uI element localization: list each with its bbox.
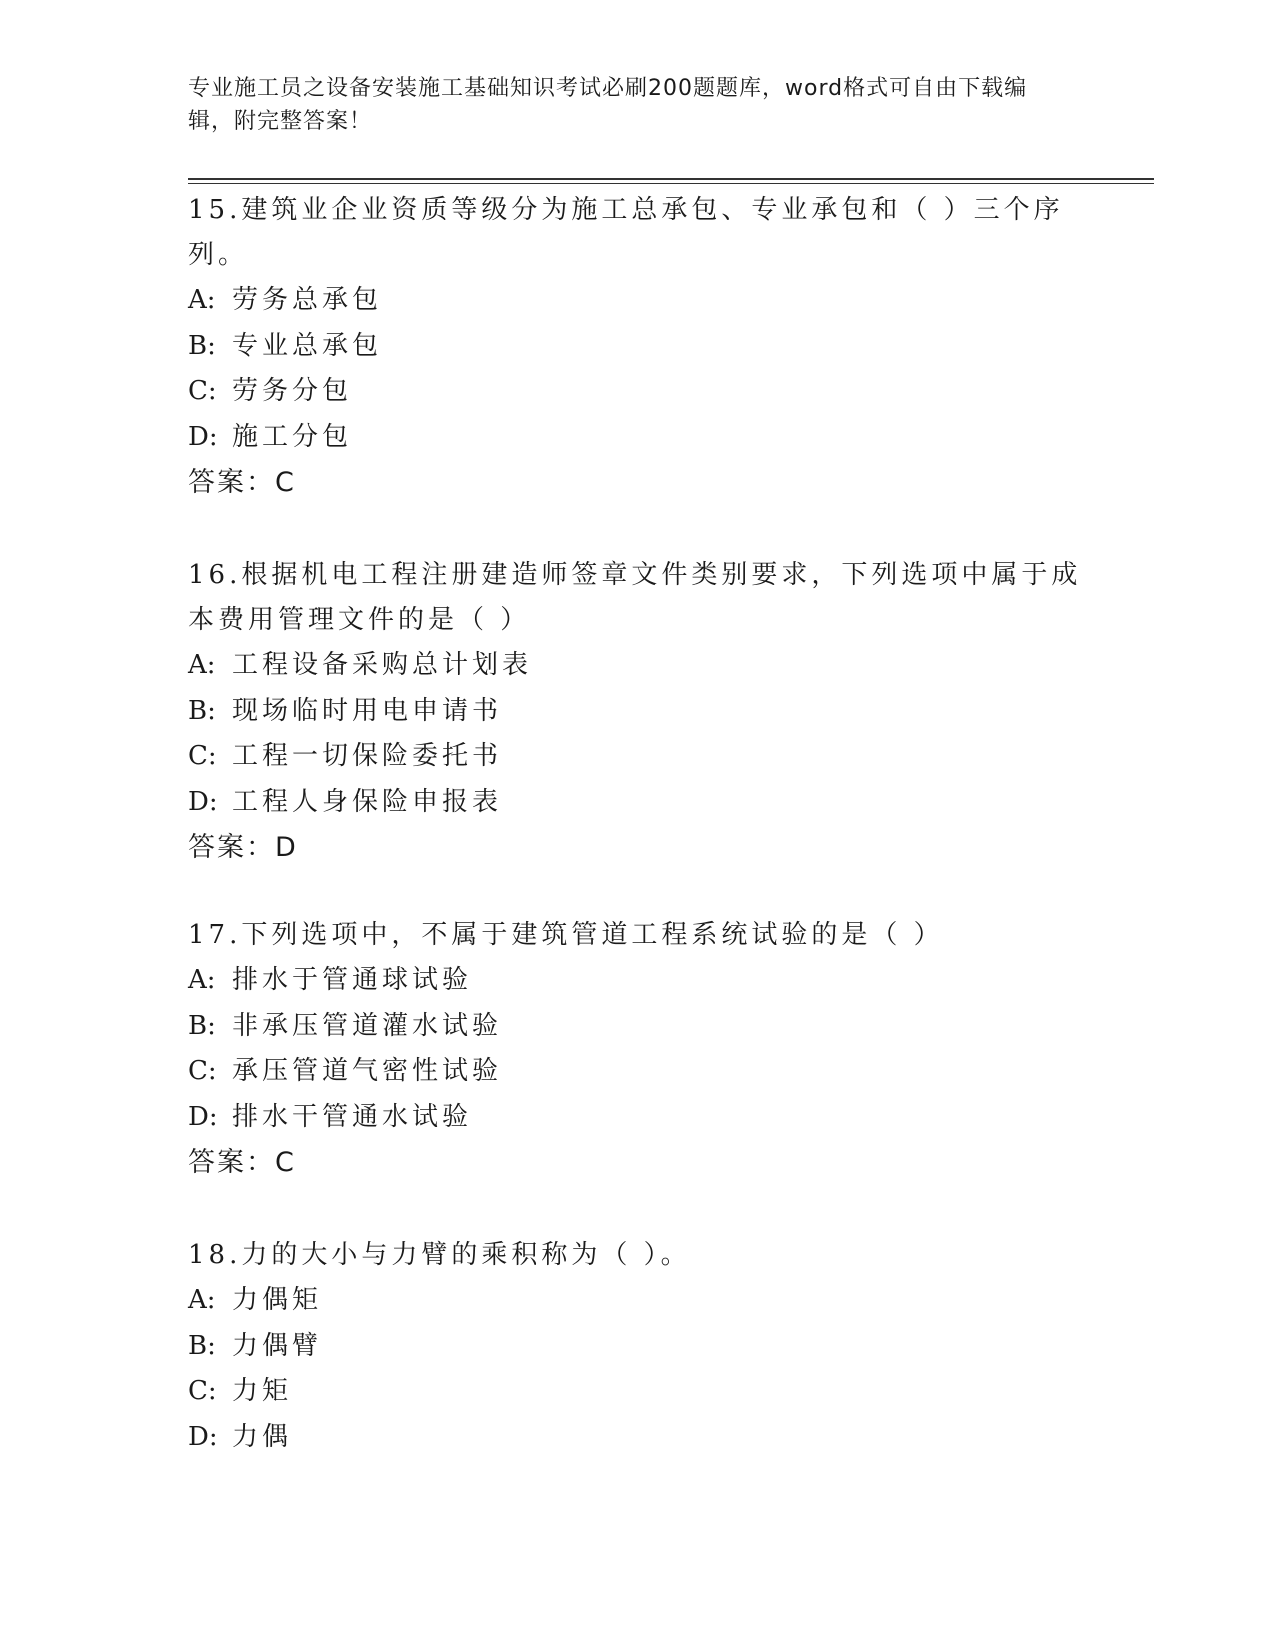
option-text: 工程人身保险申报表 xyxy=(232,786,503,817)
option-text: 承压管道气密性试验 xyxy=(232,1056,503,1086)
option-letter: B: xyxy=(188,1010,216,1041)
option-text: 工程设备采购总计划表 xyxy=(232,650,533,680)
option-d xyxy=(188,780,1088,826)
question-stem: 15.建筑业企业资质等级分为施工总承包、专业承包和（ ）三个序列。 xyxy=(188,195,1064,270)
option-letter: D: xyxy=(188,421,218,452)
option-letter: B: xyxy=(188,1330,216,1361)
header-divider xyxy=(188,178,1154,180)
option-d xyxy=(188,1095,1088,1141)
option-text: 力偶臂 xyxy=(232,1330,323,1361)
option-letter: D: xyxy=(188,1101,218,1132)
option-c xyxy=(188,734,1088,780)
question-15 xyxy=(188,188,1088,506)
question-18 xyxy=(188,1233,1088,1460)
option-a xyxy=(188,958,1088,1004)
answer: 答案：C xyxy=(188,467,296,498)
option-b xyxy=(188,1324,1088,1370)
option-text: 现场临时用电申请书 xyxy=(232,695,503,726)
option-text: 力偶 xyxy=(232,1421,293,1452)
document-header: 专业施工员之设备安装施工基础知识考试必刷200题题库，word格式可自由下载编辑，附完整答案！ xyxy=(188,76,1028,134)
option-text: 力矩 xyxy=(232,1376,293,1406)
option-text: 排水干管通水试验 xyxy=(232,1101,473,1132)
option-a xyxy=(188,278,1088,324)
option-text: 专业总承包 xyxy=(232,330,383,361)
option-a xyxy=(188,1278,1088,1324)
header-divider-thin xyxy=(188,183,1154,184)
option-text: 非承压管道灌水试验 xyxy=(232,1010,503,1041)
option-b xyxy=(188,689,1088,735)
option-letter: D: xyxy=(188,1421,218,1452)
question-stem: 18.力的大小与力臂的乘积称为（ ）。 xyxy=(188,1240,691,1270)
option-letter: C: xyxy=(188,1056,217,1086)
option-letter: A: xyxy=(188,650,216,680)
question-stem: 17.下列选项中，不属于建筑管道工程系统试验的是（ ） xyxy=(188,920,944,950)
option-letter: A: xyxy=(188,285,216,315)
question-stem: 16.根据机电工程注册建造师签章文件类别要求，下列选项中属于成本费用管理文件的是（ ） xyxy=(188,560,1082,635)
option-letter: A: xyxy=(188,965,216,995)
option-text: 力偶矩 xyxy=(232,1285,323,1315)
option-c xyxy=(188,1049,1088,1095)
option-a xyxy=(188,643,1088,689)
option-letter: A: xyxy=(188,1285,216,1315)
answer: 答案：D xyxy=(188,832,298,863)
question-16 xyxy=(188,553,1088,871)
question-17 xyxy=(188,913,1088,1186)
option-letter: B: xyxy=(188,695,216,726)
option-text: 劳务分包 xyxy=(232,376,353,406)
option-letter: B: xyxy=(188,330,216,361)
option-text: 劳务总承包 xyxy=(232,285,383,315)
option-letter: C: xyxy=(188,1376,217,1406)
option-c xyxy=(188,369,1088,415)
option-d xyxy=(188,1415,1088,1461)
option-b xyxy=(188,1004,1088,1050)
option-letter: D: xyxy=(188,786,218,817)
option-c xyxy=(188,1369,1088,1415)
option-d xyxy=(188,415,1088,461)
answer: 答案：C xyxy=(188,1147,296,1178)
option-letter: C: xyxy=(188,741,217,771)
option-b xyxy=(188,324,1088,370)
option-text: 工程一切保险委托书 xyxy=(232,741,503,771)
option-text: 排水于管通球试验 xyxy=(232,965,473,995)
option-text: 施工分包 xyxy=(232,421,353,452)
option-letter: C: xyxy=(188,376,217,406)
